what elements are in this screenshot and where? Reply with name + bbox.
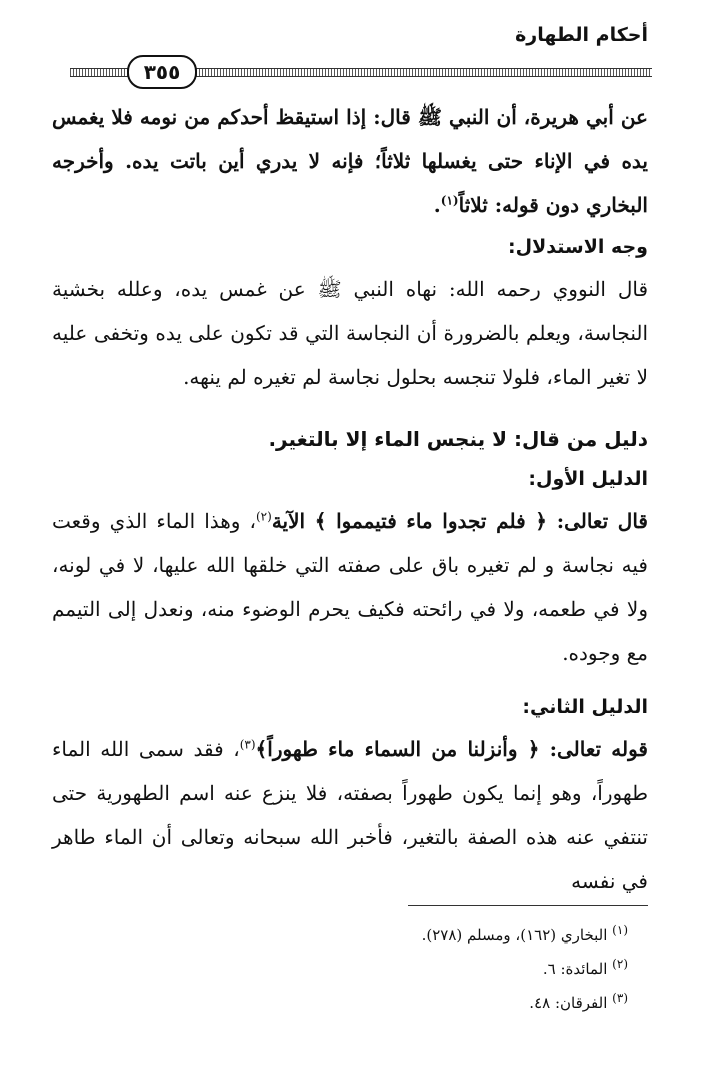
verse-1: قال تعالى: ﴿ فلم تجدوا ماء فتيمموا ﴾ الآية	[271, 509, 648, 533]
second-evidence-text: ، فقد سمى الله الماء طهوراً، وهو إنما يكون طهوراً بصفته، فلا ينزع عنه اسم الطهورية حتى تنتفي عنه هذه الصفة بالتغير، فأخبر الله سبحانه وتعالى أن الماء طاهر في نفسه	[52, 737, 648, 893]
hadith-end-period: .	[433, 193, 441, 217]
footnote-separator	[408, 905, 648, 906]
first-evidence-text: ، وهذا الماء الذي وقعت فيه نجاسة و لم تغيره باق على صفته التي خلقها الله عليها، لا في لونه، ولا في طعمه، ولا في رائحته فكيف يحرم الوضوء منه، ونعدل إلى التيمم مع وجوده.	[52, 509, 648, 665]
section-title: دليل من قال: لا ينجس الماء إلا بالتغير.	[268, 427, 648, 451]
first-evidence-paragraph	[52, 499, 648, 675]
second-evidence-paragraph	[52, 727, 648, 903]
heading-first-evidence: الدليل الأول:	[528, 468, 648, 490]
page-body	[52, 95, 648, 903]
hadith-text: عن أبي هريرة، أن النبي ﷺ قال: إذا استيقظ أحدكم من نومه فلا يغمس يده في الإناء حتى يغسلها ثلاثاً؛ فإنه لا يدري أين باتت يده. وأخرجه البخاري دون قوله: ثلاثاً	[52, 105, 648, 217]
footnote-mark: (٢)	[612, 957, 628, 971]
hadith-paragraph	[52, 95, 648, 227]
verse-2: قوله تعالى: ﴿ وأنزلنا من السماء ماء طهوراً﴾	[255, 737, 648, 761]
footnote-ref-1: (١)	[440, 193, 459, 208]
footnote-text: الفرقان: ٤٨.	[529, 994, 608, 1012]
spacer	[52, 399, 648, 411]
footnote-ref-3: (٣)	[239, 737, 256, 752]
footnote-text: البخاري (١٦٢)، ومسلم (٢٧٨).	[421, 926, 608, 944]
footnote-2	[68, 952, 628, 986]
footnote-text: المائدة: ٦.	[542, 960, 608, 978]
footnote-mark: (١)	[612, 923, 628, 937]
heading-evidence-aspect: وجه الاستدلال:	[508, 236, 648, 258]
footnote-3	[68, 986, 628, 1020]
running-title: أحكام الطهارة	[515, 24, 648, 46]
nawawi-paragraph: قال النووي رحمه الله: نهاه النبي ﷺ عن غمس يده، وعلله بخشية النجاسة، ويعلم بالضرورة أن النجاسة التي قد تكون على يده وتخفى عليه لا تغير الماء، فلولا تنجسه بحلول نجاسة لم تغيره لم ينهه.	[52, 277, 648, 389]
heading-second-evidence: الدليل الثاني:	[522, 696, 648, 718]
spacer	[52, 675, 648, 687]
footnote-1	[68, 918, 628, 952]
footnotes	[68, 918, 628, 1020]
page-number: ٣٥٥	[127, 55, 197, 89]
footnote-mark: (٣)	[612, 991, 628, 1005]
footnote-ref-2: (٢)	[255, 509, 272, 524]
